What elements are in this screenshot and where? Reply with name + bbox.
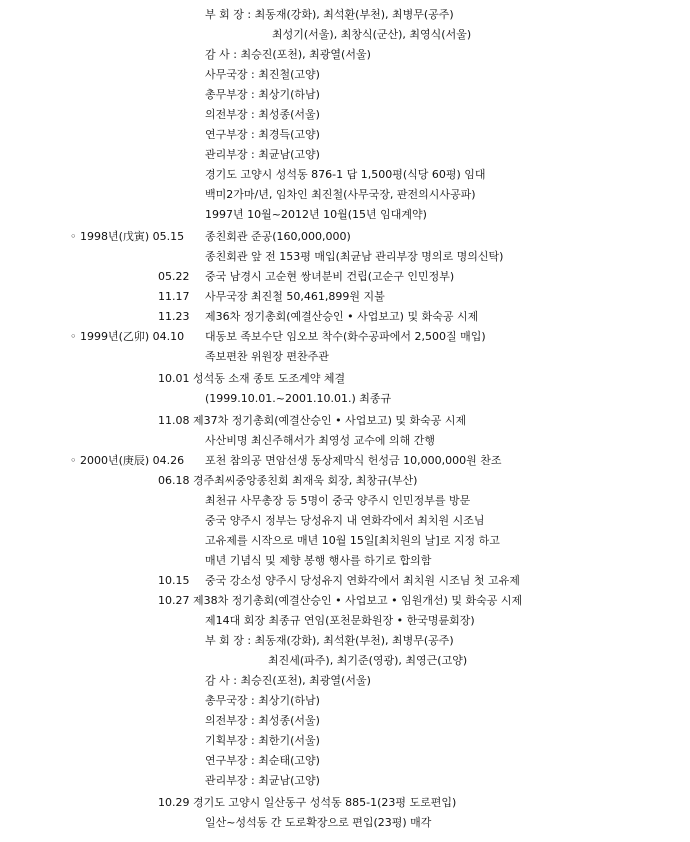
text-line: 부 회 장 : 최동재(강화), 최석환(부천), 최병무(공주) [205,8,454,21]
text-line: 일산~성석동 간 도로확장으로 편입(23평) 매각 [205,816,432,829]
text-line: 감 사 : 최승진(포천), 최광열(서울) [205,674,371,687]
date-label: 11.23 [158,310,190,323]
text-line: 중국 양주시 정부는 당성유지 내 연화각에서 최치원 시조님 [205,514,485,527]
date-label: 10.15 [158,574,190,587]
text-line: 1997년 10월~2012년 10월(15년 임대계약) [205,208,427,221]
text-line: 종친회관 준공(160,000,000) [205,230,351,243]
text-line: 대동보 족보수단 임오보 착수(화수공파에서 2,500질 매입) [205,330,486,343]
text-line: 연구부장 : 최경득(고양) [205,128,320,141]
text-line: 연구부장 : 최순태(고양) [205,754,320,767]
text-line: 06.18 경주최씨중앙종친회 최재욱 회장, 최창규(부산) [158,474,418,487]
year-entry: ◦ 2000년(庚辰) 04.26 [70,454,185,467]
text-line: 관리부장 : 최균남(고양) [205,774,320,787]
text-line: 사산비명 최신주해서가 최영성 교수에 의해 간행 [205,434,436,447]
text-line: 백미2가마/년, 임차인 최진철(사무국장, 판전의시사공파) [205,188,476,201]
date-label: 05.22 [158,270,190,283]
text-line: 매년 기념식 및 제향 봉행 행사를 하기로 합의함 [205,554,432,567]
date-label: 11.17 [158,290,190,303]
text-line: 중국 강소성 양주시 당성유지 연화각에서 최치원 시조님 첫 고유제 [205,574,520,587]
text-line: 10.27 제38차 정기총회(예결산승인 • 사업보고 • 임원개선) 및 화숙공 시제 [158,594,523,607]
text-line: 최성기(서울), 최창식(군산), 최영식(서울) [272,28,472,41]
text-line: 기획부장 : 최한기(서울) [205,734,320,747]
year-entry: ◦ 1998년(戊寅) 05.15 [70,230,185,243]
text-line: 감 사 : 최승진(포천), 최광열(서울) [205,48,371,61]
text-line: 포천 참의공 면암선생 동상제막식 헌성금 10,000,000원 찬조 [205,454,502,467]
text-line: 10.29 경기도 고양시 일산동구 성석동 885-1(23평 도로편입) [158,796,457,809]
text-line: 부 회 장 : 최동재(강화), 최석환(부천), 최병무(공주) [205,634,454,647]
text-line: 족보편찬 위원장 편찬주관 [205,350,329,363]
text-line: 11.08 제37차 정기총회(예결산승인 • 사업보고) 및 화숙공 시제 [158,414,467,427]
text-line: 관리부장 : 최균남(고양) [205,148,320,161]
text-line: 고유제를 시작으로 매년 10월 15일[최치원의 날]로 지정 하고 [205,534,500,547]
text-line: 종친회관 앞 전 153평 매입(최균남 관리부장 명의로 명의신탁) [205,250,504,263]
text-line: 최진세(파주), 최기준(영광), 최영근(고양) [268,654,468,667]
text-line: 10.01 성석동 소재 종토 도조계약 체결 [158,372,346,385]
text-line: 총무부장 : 최상기(하남) [205,88,320,101]
text-line: 경기도 고양시 성석동 876-1 답 1,500평(식당 60평) 임대 [205,168,486,181]
year-entry: ◦ 1999년(乙卯) 04.10 [70,330,185,343]
text-line: 사무국장 : 최진철(고양) [205,68,320,81]
text-line: 사무국장 최진철 50,461,899원 지불 [205,290,385,303]
text-line: 총무국장 : 최상기(하남) [205,694,320,707]
text-line: 최천규 사무총장 등 5명이 중국 양주시 인민정부를 방문 [205,494,471,507]
text-line: 의전부장 : 최성종(서울) [205,108,320,121]
text-line: 의전부장 : 최성종(서울) [205,714,320,727]
text-line: (1999.10.01.~2001.10.01.) 최종규 [205,392,392,405]
text-line: 제36차 정기총회(예결산승인 • 사업보고) 및 화숙공 시제 [205,310,479,323]
text-line: 중국 남경시 고순현 쌍녀분비 건립(고순구 인민정부) [205,270,455,283]
text-line: 제14대 회장 최종규 연임(포천문화원장 • 한국명륜회장) [205,614,475,627]
